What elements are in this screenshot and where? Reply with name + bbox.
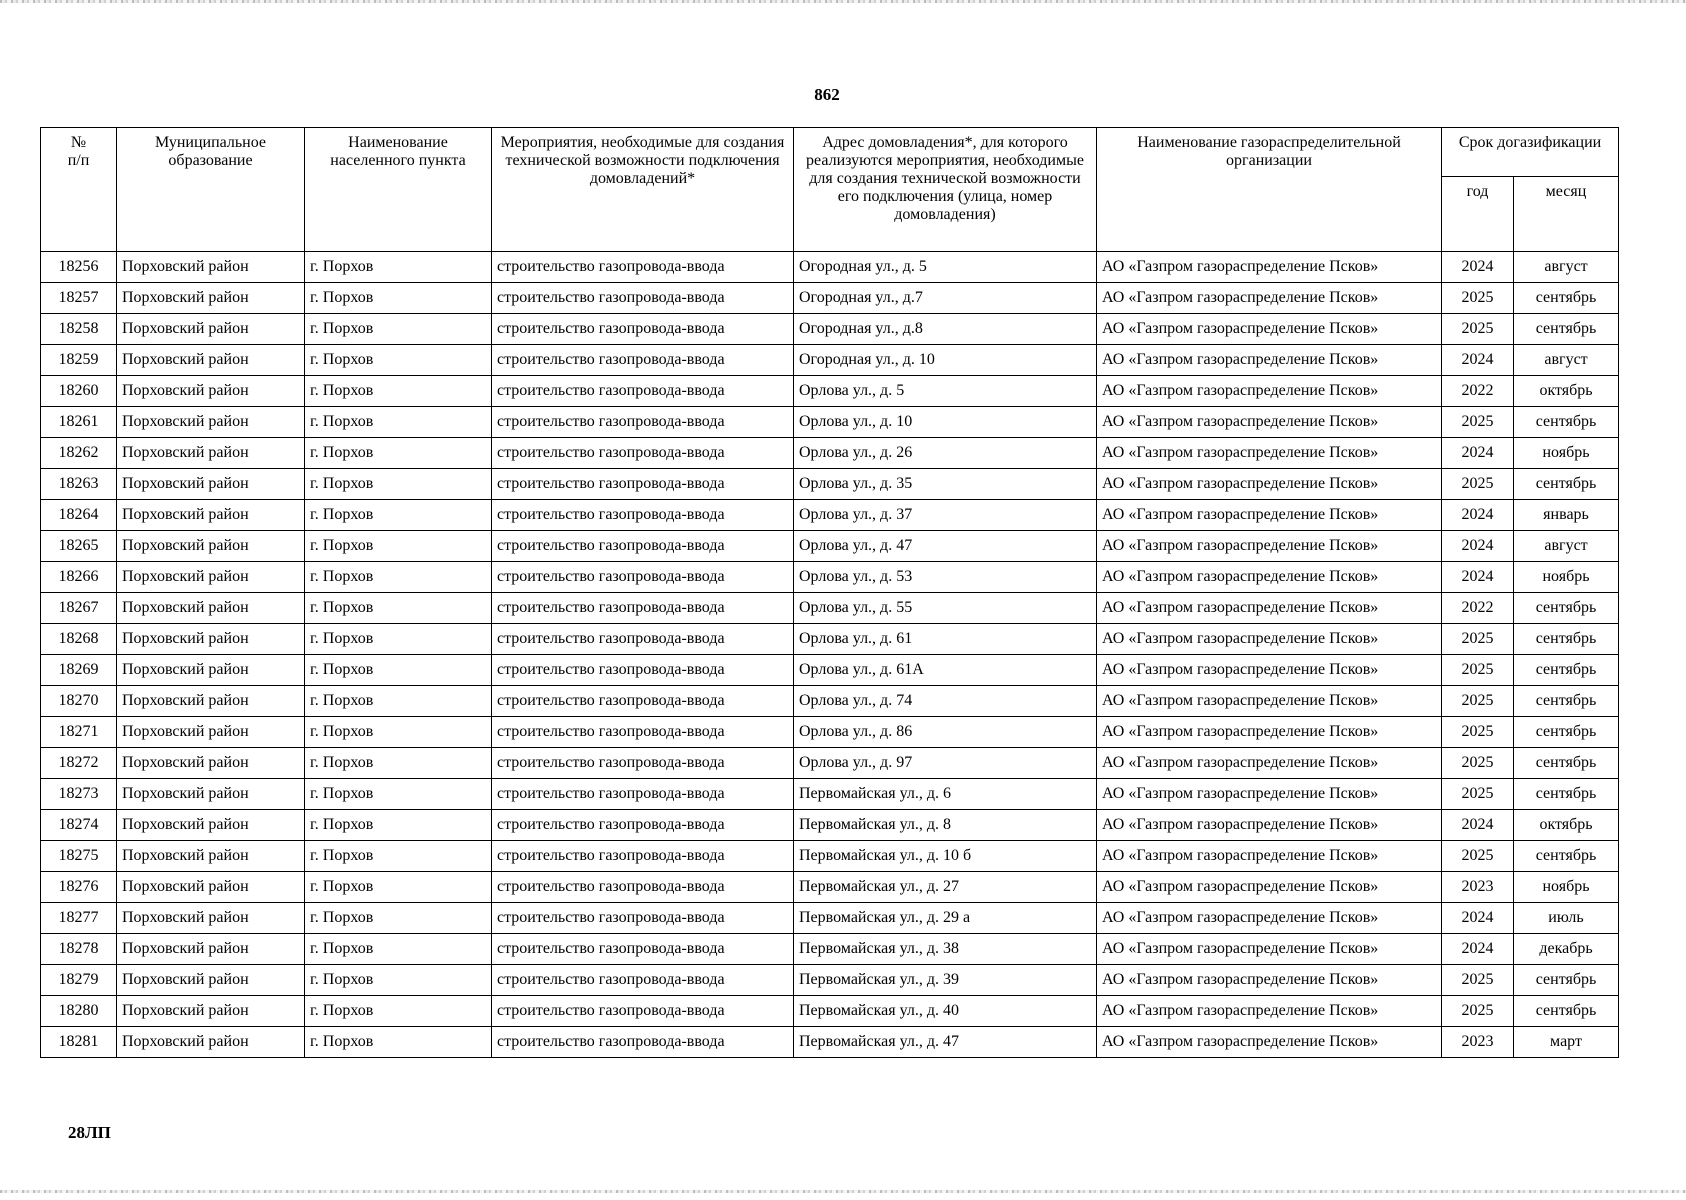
cell-num: 18281 bbox=[41, 1027, 117, 1058]
cell-settlement: г. Порхов bbox=[305, 283, 492, 314]
cell-num: 18272 bbox=[41, 748, 117, 779]
table-row bbox=[41, 252, 1619, 283]
cell-year: 2024 bbox=[1442, 531, 1514, 562]
header-org bbox=[1097, 128, 1442, 252]
header-settlement-label: Наименование населенного пункта bbox=[330, 134, 466, 169]
cell-year: 2022 bbox=[1442, 376, 1514, 407]
cell-settlement: г. Порхов bbox=[305, 252, 492, 283]
cell-num: 18268 bbox=[41, 624, 117, 655]
cell-org: АО «Газпром газораспределение Псков» bbox=[1097, 531, 1442, 562]
cell-month: август bbox=[1514, 252, 1619, 283]
cell-municipality: Порховский район bbox=[117, 438, 305, 469]
cell-address: Первомайская ул., д. 47 bbox=[794, 1027, 1097, 1058]
cell-municipality: Порховский район bbox=[117, 872, 305, 903]
cell-org: АО «Газпром газораспределение Псков» bbox=[1097, 996, 1442, 1027]
cell-measure: строительство газопровода-ввода bbox=[492, 717, 794, 748]
table-row bbox=[41, 872, 1619, 903]
cell-address: Первомайская ул., д. 27 bbox=[794, 872, 1097, 903]
table-row bbox=[41, 686, 1619, 717]
cell-year: 2025 bbox=[1442, 655, 1514, 686]
table-row bbox=[41, 903, 1619, 934]
cell-settlement: г. Порхов bbox=[305, 593, 492, 624]
cell-municipality: Порховский район bbox=[117, 283, 305, 314]
cell-municipality: Порховский район bbox=[117, 655, 305, 686]
cell-municipality: Порховский район bbox=[117, 531, 305, 562]
cell-measure: строительство газопровода-ввода bbox=[492, 934, 794, 965]
cell-measure: строительство газопровода-ввода bbox=[492, 283, 794, 314]
cell-municipality: Порховский район bbox=[117, 965, 305, 996]
cell-year: 2025 bbox=[1442, 965, 1514, 996]
header-deadline bbox=[1442, 128, 1619, 177]
header-address-label: Адрес домовладения*, для которого реализуются мероприятия, необходимые для создания технической возможности его подключения (улица, номер домовладения) bbox=[806, 134, 1084, 223]
cell-settlement: г. Порхов bbox=[305, 1027, 492, 1058]
cell-num: 18267 bbox=[41, 593, 117, 624]
cell-year: 2024 bbox=[1442, 252, 1514, 283]
cell-address: Орлова ул., д. 47 bbox=[794, 531, 1097, 562]
cell-settlement: г. Порхов bbox=[305, 407, 492, 438]
cell-num: 18275 bbox=[41, 841, 117, 872]
cell-num: 18277 bbox=[41, 903, 117, 934]
cell-measure: строительство газопровода-ввода bbox=[492, 841, 794, 872]
cell-year: 2024 bbox=[1442, 903, 1514, 934]
cell-municipality: Порховский район bbox=[117, 748, 305, 779]
cell-measure: строительство газопровода-ввода bbox=[492, 500, 794, 531]
table-row bbox=[41, 965, 1619, 996]
cell-municipality: Порховский район bbox=[117, 624, 305, 655]
cell-measure: строительство газопровода-ввода bbox=[492, 531, 794, 562]
cell-org: АО «Газпром газораспределение Псков» bbox=[1097, 965, 1442, 996]
cell-num: 18256 bbox=[41, 252, 117, 283]
cell-year: 2023 bbox=[1442, 1027, 1514, 1058]
cell-year: 2022 bbox=[1442, 593, 1514, 624]
cell-municipality: Порховский район bbox=[117, 593, 305, 624]
cell-year: 2025 bbox=[1442, 841, 1514, 872]
cell-num: 18258 bbox=[41, 314, 117, 345]
cell-measure: строительство газопровода-ввода bbox=[492, 562, 794, 593]
cell-month: сентябрь bbox=[1514, 779, 1619, 810]
cell-settlement: г. Порхов bbox=[305, 562, 492, 593]
cell-measure: строительство газопровода-ввода bbox=[492, 872, 794, 903]
header-num bbox=[41, 128, 117, 252]
cell-municipality: Порховский район bbox=[117, 996, 305, 1027]
cell-year: 2025 bbox=[1442, 779, 1514, 810]
cell-org: АО «Газпром газораспределение Псков» bbox=[1097, 407, 1442, 438]
cell-num: 18279 bbox=[41, 965, 117, 996]
cell-settlement: г. Порхов bbox=[305, 872, 492, 903]
cell-settlement: г. Порхов bbox=[305, 779, 492, 810]
cell-address: Огородная ул., д.8 bbox=[794, 314, 1097, 345]
header-address bbox=[794, 128, 1097, 252]
cell-month: сентябрь bbox=[1514, 314, 1619, 345]
cell-year: 2023 bbox=[1442, 872, 1514, 903]
cell-month: январь bbox=[1514, 500, 1619, 531]
header-month-label: месяц bbox=[1545, 183, 1587, 200]
cell-address: Огородная ул., д.7 bbox=[794, 283, 1097, 314]
table-row bbox=[41, 779, 1619, 810]
cell-year: 2025 bbox=[1442, 314, 1514, 345]
cell-municipality: Порховский район bbox=[117, 252, 305, 283]
cell-num: 18259 bbox=[41, 345, 117, 376]
cell-year: 2025 bbox=[1442, 686, 1514, 717]
cell-month: июль bbox=[1514, 903, 1619, 934]
cell-settlement: г. Порхов bbox=[305, 655, 492, 686]
cell-month: сентябрь bbox=[1514, 686, 1619, 717]
cell-year: 2024 bbox=[1442, 810, 1514, 841]
cell-org: АО «Газпром газораспределение Псков» bbox=[1097, 624, 1442, 655]
header-num-label: № п/п bbox=[67, 134, 90, 169]
header-municipality bbox=[117, 128, 305, 252]
cell-address: Орлова ул., д. 97 bbox=[794, 748, 1097, 779]
cell-num: 18266 bbox=[41, 562, 117, 593]
cell-settlement: г. Порхов bbox=[305, 438, 492, 469]
scan-edge-bottom bbox=[0, 1190, 1686, 1193]
cell-org: АО «Газпром газораспределение Псков» bbox=[1097, 283, 1442, 314]
cell-settlement: г. Порхов bbox=[305, 748, 492, 779]
cell-measure: строительство газопровода-ввода bbox=[492, 686, 794, 717]
cell-measure: строительство газопровода-ввода bbox=[492, 314, 794, 345]
table-row bbox=[41, 562, 1619, 593]
table-row bbox=[41, 624, 1619, 655]
cell-year: 2025 bbox=[1442, 748, 1514, 779]
table-row bbox=[41, 748, 1619, 779]
cell-year: 2025 bbox=[1442, 283, 1514, 314]
cell-address: Огородная ул., д. 5 bbox=[794, 252, 1097, 283]
cell-month: сентябрь bbox=[1514, 407, 1619, 438]
cell-address: Орлова ул., д. 55 bbox=[794, 593, 1097, 624]
cell-org: АО «Газпром газораспределение Псков» bbox=[1097, 562, 1442, 593]
cell-measure: строительство газопровода-ввода bbox=[492, 779, 794, 810]
cell-month: сентябрь bbox=[1514, 841, 1619, 872]
header-measures-label: Мероприятия, необходимые для создания технической возможности подключения домовладений* bbox=[500, 134, 785, 187]
table-row bbox=[41, 655, 1619, 686]
cell-measure: строительство газопровода-ввода bbox=[492, 252, 794, 283]
cell-num: 18260 bbox=[41, 376, 117, 407]
cell-settlement: г. Порхов bbox=[305, 810, 492, 841]
header-settlement bbox=[305, 128, 492, 252]
cell-org: АО «Газпром газораспределение Псков» bbox=[1097, 593, 1442, 624]
cell-num: 18265 bbox=[41, 531, 117, 562]
cell-settlement: г. Порхов bbox=[305, 717, 492, 748]
cell-org: АО «Газпром газораспределение Псков» bbox=[1097, 314, 1442, 345]
cell-num: 18261 bbox=[41, 407, 117, 438]
cell-measure: строительство газопровода-ввода bbox=[492, 748, 794, 779]
table-row bbox=[41, 717, 1619, 748]
cell-year: 2025 bbox=[1442, 469, 1514, 500]
header-org-label: Наименование газораспределительной организации bbox=[1137, 134, 1401, 169]
cell-measure: строительство газопровода-ввода bbox=[492, 438, 794, 469]
cell-settlement: г. Порхов bbox=[305, 996, 492, 1027]
table-row bbox=[41, 407, 1619, 438]
cell-measure: строительство газопровода-ввода bbox=[492, 345, 794, 376]
cell-municipality: Порховский район bbox=[117, 314, 305, 345]
cell-org: АО «Газпром газораспределение Псков» bbox=[1097, 655, 1442, 686]
table-row bbox=[41, 376, 1619, 407]
cell-settlement: г. Порхов bbox=[305, 841, 492, 872]
cell-address: Первомайская ул., д. 39 bbox=[794, 965, 1097, 996]
cell-org: АО «Газпром газораспределение Псков» bbox=[1097, 1027, 1442, 1058]
cell-settlement: г. Порхов bbox=[305, 500, 492, 531]
cell-address: Огородная ул., д. 10 bbox=[794, 345, 1097, 376]
cell-year: 2025 bbox=[1442, 624, 1514, 655]
table-row bbox=[41, 314, 1619, 345]
cell-month: август bbox=[1514, 345, 1619, 376]
cell-year: 2024 bbox=[1442, 500, 1514, 531]
table-row bbox=[41, 934, 1619, 965]
cell-address: Первомайская ул., д. 8 bbox=[794, 810, 1097, 841]
header-month bbox=[1514, 177, 1619, 252]
cell-municipality: Порховский район bbox=[117, 469, 305, 500]
cell-address: Орлова ул., д. 37 bbox=[794, 500, 1097, 531]
gasification-table bbox=[40, 127, 1619, 1058]
cell-address: Первомайская ул., д. 40 bbox=[794, 996, 1097, 1027]
cell-settlement: г. Порхов bbox=[305, 469, 492, 500]
cell-year: 2025 bbox=[1442, 717, 1514, 748]
cell-measure: строительство газопровода-ввода bbox=[492, 1027, 794, 1058]
cell-municipality: Порховский район bbox=[117, 562, 305, 593]
cell-year: 2025 bbox=[1442, 996, 1514, 1027]
table-row bbox=[41, 438, 1619, 469]
cell-org: АО «Газпром газораспределение Псков» bbox=[1097, 345, 1442, 376]
cell-org: АО «Газпром газораспределение Псков» bbox=[1097, 252, 1442, 283]
header-municipality-label: Муниципальное образование bbox=[154, 134, 267, 169]
cell-year: 2025 bbox=[1442, 407, 1514, 438]
table-row bbox=[41, 593, 1619, 624]
cell-num: 18264 bbox=[41, 500, 117, 531]
cell-settlement: г. Порхов bbox=[305, 965, 492, 996]
cell-num: 18270 bbox=[41, 686, 117, 717]
cell-address: Орлова ул., д. 10 bbox=[794, 407, 1097, 438]
header-deadline-label: Срок догазификации bbox=[1458, 134, 1602, 151]
cell-municipality: Порховский район bbox=[117, 903, 305, 934]
cell-month: сентябрь bbox=[1514, 624, 1619, 655]
cell-settlement: г. Порхов bbox=[305, 345, 492, 376]
cell-num: 18271 bbox=[41, 717, 117, 748]
cell-year: 2024 bbox=[1442, 562, 1514, 593]
cell-municipality: Порховский район bbox=[117, 1027, 305, 1058]
cell-month: октябрь bbox=[1514, 810, 1619, 841]
header-year-label: год bbox=[1466, 183, 1489, 200]
cell-address: Орлова ул., д. 5 bbox=[794, 376, 1097, 407]
cell-month: октябрь bbox=[1514, 376, 1619, 407]
cell-year: 2024 bbox=[1442, 438, 1514, 469]
cell-address: Орлова ул., д. 61А bbox=[794, 655, 1097, 686]
header-year bbox=[1442, 177, 1514, 252]
cell-org: АО «Газпром газораспределение Псков» bbox=[1097, 779, 1442, 810]
cell-municipality: Порховский район bbox=[117, 407, 305, 438]
cell-address: Орлова ул., д. 35 bbox=[794, 469, 1097, 500]
page-number: 862 bbox=[814, 85, 840, 104]
cell-address: Орлова ул., д. 26 bbox=[794, 438, 1097, 469]
cell-measure: строительство газопровода-ввода bbox=[492, 903, 794, 934]
cell-settlement: г. Порхов bbox=[305, 934, 492, 965]
cell-address: Орлова ул., д. 86 bbox=[794, 717, 1097, 748]
table-row bbox=[41, 1027, 1619, 1058]
cell-address: Первомайская ул., д. 10 б bbox=[794, 841, 1097, 872]
scan-edge-top bbox=[0, 0, 1686, 3]
cell-municipality: Порховский район bbox=[117, 717, 305, 748]
cell-measure: строительство газопровода-ввода bbox=[492, 965, 794, 996]
table-body bbox=[41, 252, 1619, 1058]
cell-settlement: г. Порхов bbox=[305, 314, 492, 345]
cell-measure: строительство газопровода-ввода bbox=[492, 469, 794, 500]
header-measures bbox=[492, 128, 794, 252]
cell-measure: строительство газопровода-ввода bbox=[492, 810, 794, 841]
cell-month: сентябрь bbox=[1514, 965, 1619, 996]
cell-address: Первомайская ул., д. 6 bbox=[794, 779, 1097, 810]
cell-measure: строительство газопровода-ввода bbox=[492, 593, 794, 624]
cell-num: 18274 bbox=[41, 810, 117, 841]
cell-settlement: г. Порхов bbox=[305, 624, 492, 655]
cell-num: 18276 bbox=[41, 872, 117, 903]
cell-num: 18280 bbox=[41, 996, 117, 1027]
cell-num: 18273 bbox=[41, 779, 117, 810]
cell-settlement: г. Порхов bbox=[305, 531, 492, 562]
cell-month: сентябрь bbox=[1514, 717, 1619, 748]
table-row bbox=[41, 345, 1619, 376]
cell-municipality: Порховский район bbox=[117, 686, 305, 717]
cell-num: 18262 bbox=[41, 438, 117, 469]
cell-org: АО «Газпром газораспределение Псков» bbox=[1097, 376, 1442, 407]
cell-month: сентябрь bbox=[1514, 748, 1619, 779]
cell-settlement: г. Порхов bbox=[305, 903, 492, 934]
cell-month: ноябрь bbox=[1514, 872, 1619, 903]
cell-org: АО «Газпром газораспределение Псков» bbox=[1097, 438, 1442, 469]
table-row bbox=[41, 810, 1619, 841]
cell-org: АО «Газпром газораспределение Псков» bbox=[1097, 934, 1442, 965]
table-row bbox=[41, 283, 1619, 314]
table-row bbox=[41, 500, 1619, 531]
cell-measure: строительство газопровода-ввода bbox=[492, 407, 794, 438]
cell-month: сентябрь bbox=[1514, 283, 1619, 314]
cell-settlement: г. Порхов bbox=[305, 686, 492, 717]
cell-month: март bbox=[1514, 1027, 1619, 1058]
cell-org: АО «Газпром газораспределение Псков» bbox=[1097, 748, 1442, 779]
cell-address: Орлова ул., д. 53 bbox=[794, 562, 1097, 593]
cell-month: сентябрь bbox=[1514, 655, 1619, 686]
cell-month: сентябрь bbox=[1514, 593, 1619, 624]
cell-municipality: Порховский район bbox=[117, 500, 305, 531]
cell-month: ноябрь bbox=[1514, 438, 1619, 469]
cell-address: Орлова ул., д. 74 bbox=[794, 686, 1097, 717]
cell-num: 18263 bbox=[41, 469, 117, 500]
footer-code: 28ЛП bbox=[68, 1123, 111, 1142]
cell-month: август bbox=[1514, 531, 1619, 562]
cell-address: Первомайская ул., д. 38 bbox=[794, 934, 1097, 965]
cell-measure: строительство газопровода-ввода bbox=[492, 655, 794, 686]
cell-org: АО «Газпром газораспределение Псков» bbox=[1097, 810, 1442, 841]
cell-month: декабрь bbox=[1514, 934, 1619, 965]
cell-year: 2024 bbox=[1442, 345, 1514, 376]
cell-org: АО «Газпром газораспределение Псков» bbox=[1097, 841, 1442, 872]
table-row bbox=[41, 996, 1619, 1027]
cell-municipality: Порховский район bbox=[117, 810, 305, 841]
cell-month: ноябрь bbox=[1514, 562, 1619, 593]
cell-year: 2024 bbox=[1442, 934, 1514, 965]
cell-org: АО «Газпром газораспределение Псков» bbox=[1097, 872, 1442, 903]
cell-settlement: г. Порхов bbox=[305, 376, 492, 407]
cell-municipality: Порховский район bbox=[117, 934, 305, 965]
cell-measure: строительство газопровода-ввода bbox=[492, 376, 794, 407]
cell-org: АО «Газпром газораспределение Псков» bbox=[1097, 903, 1442, 934]
cell-org: АО «Газпром газораспределение Псков» bbox=[1097, 686, 1442, 717]
cell-num: 18278 bbox=[41, 934, 117, 965]
cell-address: Первомайская ул., д. 29 а bbox=[794, 903, 1097, 934]
cell-measure: строительство газопровода-ввода bbox=[492, 996, 794, 1027]
table-row bbox=[41, 841, 1619, 872]
table-row bbox=[41, 531, 1619, 562]
cell-address: Орлова ул., д. 61 bbox=[794, 624, 1097, 655]
cell-num: 18269 bbox=[41, 655, 117, 686]
cell-org: АО «Газпром газораспределение Псков» bbox=[1097, 717, 1442, 748]
cell-measure: строительство газопровода-ввода bbox=[492, 624, 794, 655]
cell-month: сентябрь bbox=[1514, 996, 1619, 1027]
cell-org: АО «Газпром газораспределение Псков» bbox=[1097, 469, 1442, 500]
cell-municipality: Порховский район bbox=[117, 376, 305, 407]
header-row bbox=[41, 128, 1619, 177]
cell-municipality: Порховский район bbox=[117, 345, 305, 376]
cell-municipality: Порховский район bbox=[117, 841, 305, 872]
cell-org: АО «Газпром газораспределение Псков» bbox=[1097, 500, 1442, 531]
cell-month: сентябрь bbox=[1514, 469, 1619, 500]
cell-municipality: Порховский район bbox=[117, 779, 305, 810]
cell-num: 18257 bbox=[41, 283, 117, 314]
table-row bbox=[41, 469, 1619, 500]
